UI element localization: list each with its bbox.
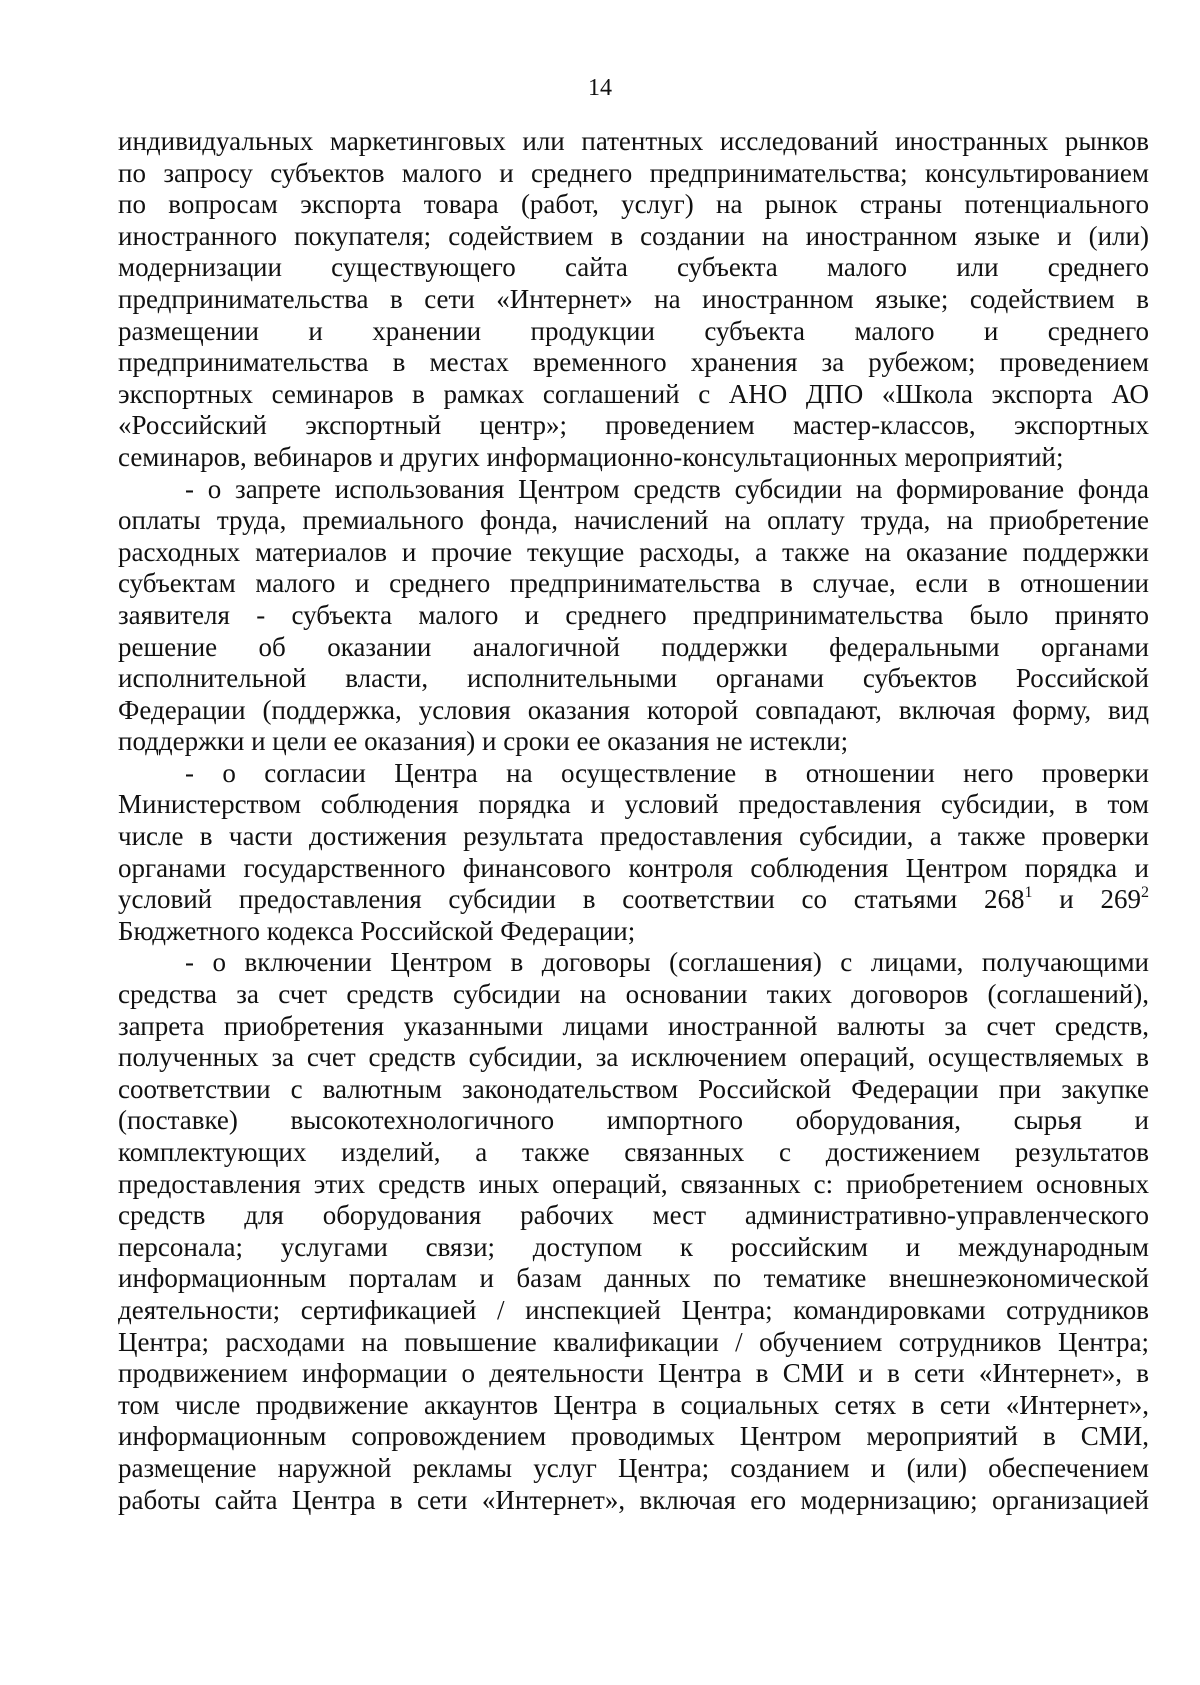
text-line: по вопросам экспорта товара (работ, услуг) на рынок страны потенциального	[118, 189, 1149, 220]
text-line: Бюджетного кодекса Российской Федерации;	[118, 915, 636, 946]
text-line: заявителя - субъекта малого и среднего предпринимательства было принято	[118, 599, 1149, 630]
text-segment: условий предоставления субсидии в соответствии со статьями 268	[118, 884, 1025, 915]
text-line: по запросу субъектов малого и среднего предпринимательства; консультированием	[118, 157, 1149, 188]
text-line: средств для оборудования рабочих мест административно-управленческого	[118, 1200, 1149, 1231]
text-line: (поставке) высокотехнологичного импортного оборудования, сырья и	[118, 1105, 1149, 1136]
text-line: запрета приобретения указанными лицами иностранной валюты за счет средств,	[118, 1010, 1149, 1041]
text-line: Федерации (поддержка, условия оказания которой совпадают, включая форму, вид	[118, 694, 1149, 725]
text-line-with-superscripts	[118, 884, 1149, 916]
text-line: решение об оказании аналогичной поддержки федеральными органами	[118, 631, 1149, 662]
list-item-line: - о включении Центром в договоры (соглашения) с лицами, получающими	[185, 947, 1149, 978]
text-line: предоставления этих средств иных операций, связанных с: приобретением основных	[118, 1168, 1149, 1199]
list-item-line: - о запрете использования Центром средств субсидии на формирование фонда	[185, 473, 1149, 504]
text-line: продвижением информации о деятельности Центра в СМИ и в сети «Интернет», в	[118, 1358, 1149, 1389]
text-line: «Российский экспортный центр»; проведением мастер-классов, экспортных	[118, 410, 1149, 441]
text-segment: и 269	[1032, 884, 1141, 915]
list-item-line: - о согласии Центра на осуществление в отношении него проверки	[185, 757, 1149, 788]
text-line: деятельности; сертификацией / инспекцией Центра; командировками сотрудников	[118, 1294, 1149, 1325]
text-line: том числе продвижение аккаунтов Центра в социальных сетях в сети «Интернет»,	[118, 1389, 1149, 1420]
text-line: поддержки и цели ее оказания) и сроки ее оказания не истекли;	[118, 726, 849, 757]
text-line: Центра; расходами на повышение квалификации / обучением сотрудников Центра;	[118, 1326, 1149, 1357]
superscript: 2	[1141, 884, 1149, 902]
text-line: размещение наружной рекламы услуг Центра; созданием и (или) обеспечением	[118, 1452, 1149, 1483]
text-line: Министерством соблюдения порядка и условий предоставления субсидии, в том	[118, 789, 1149, 820]
text-line: соответствии с валютным законодательством Российской Федерации при закупке	[118, 1073, 1149, 1104]
text-line: семинаров, вебинаров и других информационно-консультационных мероприятий;	[118, 441, 1064, 472]
text-line: средства за счет средств субсидии на основании таких договоров (соглашений),	[118, 979, 1149, 1010]
text-line: оплаты труда, премиального фонда, начислений на оплату труда, на приобретение	[118, 505, 1149, 536]
text-line: индивидуальных маркетинговых или патентных исследований иностранных рынков	[118, 126, 1149, 156]
text-line: субъектам малого и среднего предпринимательства в случае, если в отношении	[118, 568, 1149, 599]
text-line: информационным сопровождением проводимых Центром мероприятий в СМИ,	[118, 1421, 1149, 1452]
body-text	[118, 126, 1149, 1516]
text-line: предпринимательства в местах временного хранения за рубежом; проведением	[118, 347, 1149, 378]
superscript: 1	[1024, 884, 1033, 902]
text-line: размещении и хранении продукции субъекта малого и среднего	[118, 315, 1149, 346]
page-number: 14	[588, 75, 612, 101]
text-line: предпринимательства в сети «Интернет» на иностранном языке; содействием в	[118, 283, 1149, 314]
text-line: полученных за счет средств субсидии, за исключением операций, осуществляемых в	[118, 1042, 1149, 1073]
text-line: иностранного покупателя; содействием в создании на иностранном языке и (или)	[118, 220, 1149, 251]
text-line: комплектующих изделий, а также связанных с достижением результатов	[118, 1137, 1149, 1167]
text-line: модернизации существующего сайта субъекта малого или среднего	[118, 252, 1149, 283]
text-line: работы сайта Центра в сети «Интернет», включая его модернизацию; организацией	[118, 1484, 1149, 1515]
text-line: экспортных семинаров в рамках соглашений с АНО ДПО «Школа экспорта АО	[118, 378, 1149, 409]
text-line: числе в части достижения результата предоставления субсидии, а также проверки	[118, 821, 1149, 852]
text-line: персонала; услугами связи; доступом к российским и международным	[118, 1231, 1149, 1262]
text-line: исполнительной власти, исполнительными органами субъектов Российской	[118, 663, 1149, 694]
text-line: расходных материалов и прочие текущие расходы, а также на оказание поддержки	[118, 536, 1149, 567]
text-line: информационным порталам и базам данных по тематике внешнеэкономической	[118, 1263, 1149, 1294]
text-line: органами государственного финансового контроля соблюдения Центром порядка и	[118, 852, 1149, 883]
